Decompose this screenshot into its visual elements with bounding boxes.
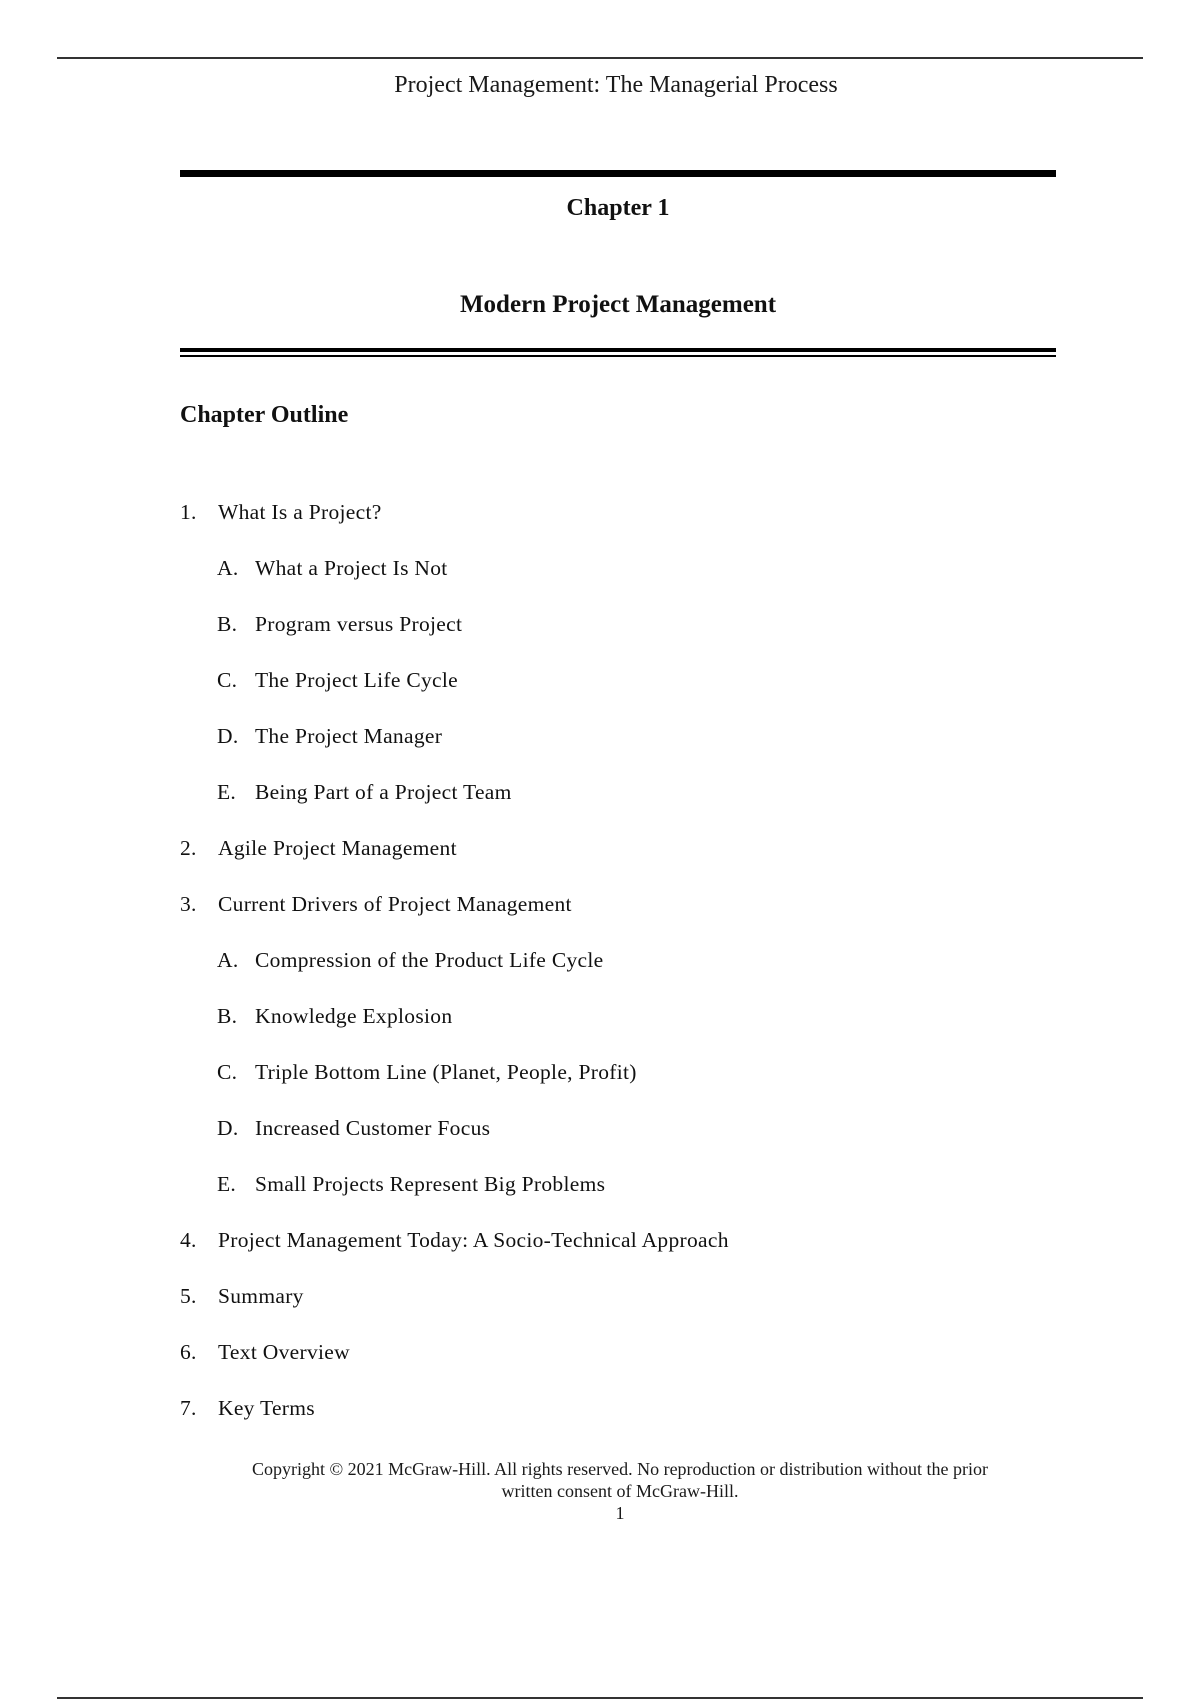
outline-subitem <box>180 724 1056 780</box>
outline-item-text: Knowledge Explosion <box>255 1004 453 1028</box>
outline-subitem <box>180 780 1056 836</box>
outline-item-marker: 2. <box>180 836 197 860</box>
page-bottom-rule <box>57 1697 1143 1699</box>
outline-item <box>180 1284 1056 1340</box>
outline-item-text: Being Part of a Project Team <box>255 780 512 804</box>
outline-item <box>180 1228 1056 1284</box>
outline-item <box>180 500 1056 556</box>
outline-item <box>180 1396 1056 1452</box>
outline-item-marker: C. <box>217 1060 238 1084</box>
outline-subitem <box>180 1116 1056 1172</box>
outline-item-text: Current Drivers of Project Management <box>218 892 572 916</box>
chapter-title: Modern Project Management <box>459 291 777 318</box>
outline-item-text: Text Overview <box>218 1340 350 1364</box>
outline-item-marker: D. <box>217 724 239 748</box>
outline-item-text: What Is a Project? <box>218 500 382 524</box>
outline-item-text: What a Project Is Not <box>255 556 448 580</box>
outline-item-marker: 3. <box>180 892 197 916</box>
outline-item-text: Triple Bottom Line (Planet, People, Profit) <box>255 1060 637 1084</box>
outline-item-text: Program versus Project <box>255 612 463 636</box>
outline-item-marker: A. <box>217 948 239 972</box>
outline-item-text: Small Projects Represent Big Problems <box>255 1172 606 1196</box>
outline-item-text: Summary <box>218 1284 304 1308</box>
copyright-line-2: written consent of McGraw-Hill. <box>501 1481 739 1501</box>
outline-heading: Chapter Outline <box>180 402 349 428</box>
outline-item-marker: 5. <box>180 1284 197 1308</box>
chapter-content <box>180 170 1056 1420</box>
page-number: 1 <box>615 1503 625 1523</box>
page-footer <box>200 1458 1040 1524</box>
outline-subitem <box>180 612 1056 668</box>
running-header: Project Management: The Managerial Process <box>394 72 838 98</box>
outline-item <box>180 892 1056 948</box>
outline-item-text: Increased Customer Focus <box>255 1116 491 1140</box>
chapter-double-rule <box>180 348 1056 357</box>
outline-item-marker: A. <box>217 556 239 580</box>
outline-item-marker: 6. <box>180 1340 197 1364</box>
outline-item-marker: E. <box>217 1172 237 1196</box>
outline-item-text: Compression of the Product Life Cycle <box>255 948 604 972</box>
outline-subitem <box>180 668 1056 724</box>
outline-item-marker: C. <box>217 668 238 692</box>
outline-item-text: Key Terms <box>218 1396 315 1420</box>
outline-item-text: Agile Project Management <box>218 836 457 860</box>
page-top-rule <box>57 57 1143 59</box>
outline-item-marker: B. <box>217 612 238 636</box>
chapter-number: Chapter 1 <box>566 195 670 221</box>
copyright-line-1: Copyright © 2021 McGraw-Hill. All rights reserved. No reproduction or distribution without the prior <box>251 1459 989 1479</box>
outline-subitem <box>180 1172 1056 1228</box>
chapter-top-rule <box>180 170 1056 177</box>
outline-item-marker: 7. <box>180 1396 197 1420</box>
outline-item-marker: D. <box>217 1116 239 1140</box>
outline-item-marker: 1. <box>180 500 197 524</box>
outline-subitem <box>180 556 1056 612</box>
outline-item-text: The Project Manager <box>255 724 443 748</box>
outline-item-marker: E. <box>217 780 237 804</box>
outline-subitem <box>180 948 1056 1004</box>
outline-subitem <box>180 1004 1056 1060</box>
outline-subitem <box>180 1060 1056 1116</box>
outline-item-marker: B. <box>217 1004 238 1028</box>
outline-item-marker: 4. <box>180 1228 197 1252</box>
outline-item <box>180 1340 1056 1396</box>
outline-item-text: The Project Life Cycle <box>255 668 459 692</box>
outline-item-text: Project Management Today: A Socio-Technical Approach <box>218 1228 729 1252</box>
outline-item <box>180 836 1056 892</box>
chapter-outline-list <box>180 500 1056 1452</box>
